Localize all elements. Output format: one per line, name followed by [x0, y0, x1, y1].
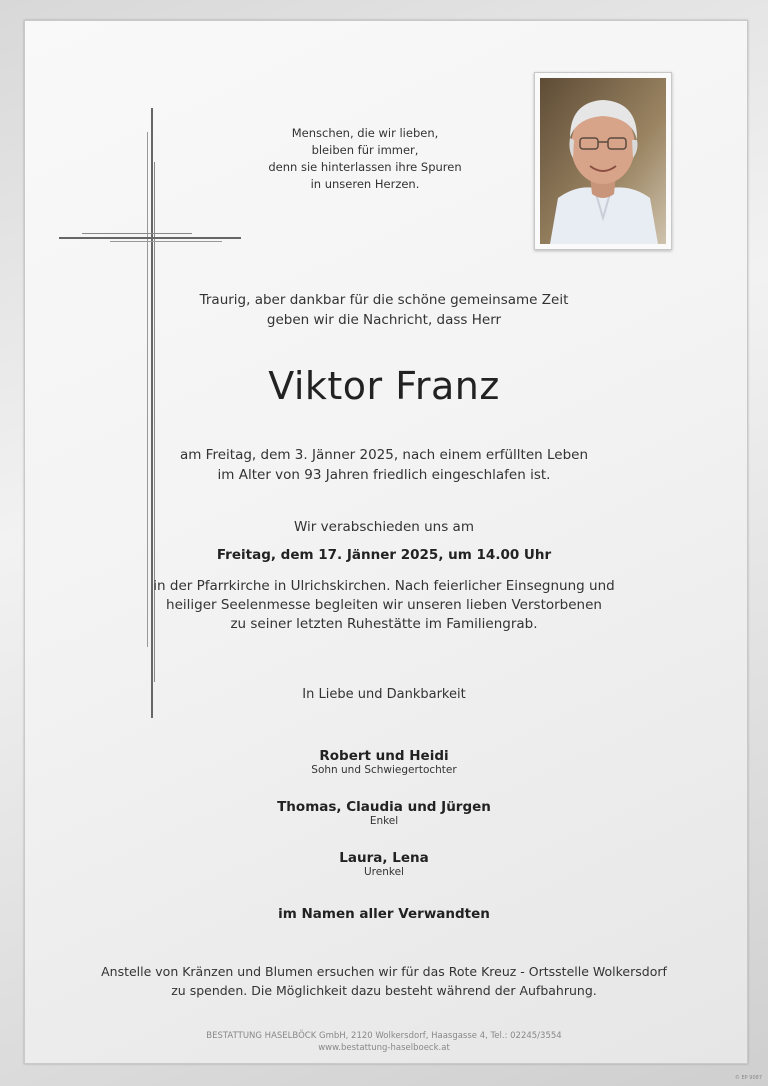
family-role: Urenkel — [364, 866, 404, 878]
quote-line: in unseren Herzen. — [310, 177, 420, 191]
church-line: in der Pfarrkirche in Ulrichskirchen. Nach feierlicher Einsegnung und — [153, 578, 615, 594]
quote-line: Menschen, die wir lieben, — [291, 126, 439, 140]
death-notice — [0, 445, 768, 485]
church-text — [0, 577, 768, 634]
family-name: Robert und Heidi — [319, 748, 449, 764]
closing-line: im Namen aller Verwandten — [278, 906, 490, 922]
church-line: heiliger Seelenmesse begleiten wir unseren lieben Verstorbenen — [166, 597, 602, 613]
portrait-frame — [534, 72, 672, 250]
intro-text — [0, 290, 768, 330]
quote-line: denn sie hinterlassen ihre Spuren — [268, 160, 462, 174]
quote-line: bleiben für immer, — [311, 143, 419, 157]
footer-address: BESTATTUNG HASELBÖCK GmbH, 2120 Wolkersdorf, Haasgasse 4, Tel.: 02245/3554 — [206, 1031, 562, 1041]
family-member — [0, 850, 768, 878]
corner-code: © EP 9087 — [734, 1075, 762, 1081]
deceased-name: Viktor Franz — [268, 364, 500, 408]
intro-line: geben wir die Nachricht, dass Herr — [266, 312, 502, 328]
farewell-text: Wir verabschieden uns am — [294, 519, 474, 535]
footer-website: www.bestattung-haselboeck.at — [318, 1043, 450, 1053]
family-name: Laura, Lena — [339, 850, 429, 866]
funeral-date: Freitag, dem 17. Jänner 2025, um 14.00 Uhr — [216, 547, 552, 563]
family-role: Enkel — [369, 815, 399, 827]
death-line: am Freitag, dem 3. Jänner 2025, nach einem erfüllten Leben — [179, 447, 589, 463]
note-line: Anstelle von Kränzen und Blumen ersuchen wir für das Rote Kreuz - Ortsstelle Wolkersdorf — [101, 964, 667, 979]
funeral-home-footer — [0, 1030, 768, 1054]
love-line: In Liebe und Dankbarkeit — [302, 687, 466, 702]
family-member — [0, 748, 768, 776]
portrait-photo — [540, 78, 666, 244]
church-line: zu seiner letzten Ruhestätte im Familiengrab. — [230, 616, 538, 632]
donation-note — [0, 962, 768, 1000]
death-line: im Alter von 93 Jahren friedlich eingeschlafen ist. — [217, 467, 551, 483]
memorial-quote — [250, 125, 480, 193]
family-role: Sohn und Schwiegertochter — [311, 764, 457, 776]
family-member — [0, 799, 768, 827]
intro-line: Traurig, aber dankbar für die schöne gemeinsame Zeit — [199, 292, 569, 308]
note-line: zu spenden. Die Möglichkeit dazu besteht während der Aufbahrung. — [171, 983, 597, 998]
family-name: Thomas, Claudia und Jürgen — [277, 799, 491, 815]
